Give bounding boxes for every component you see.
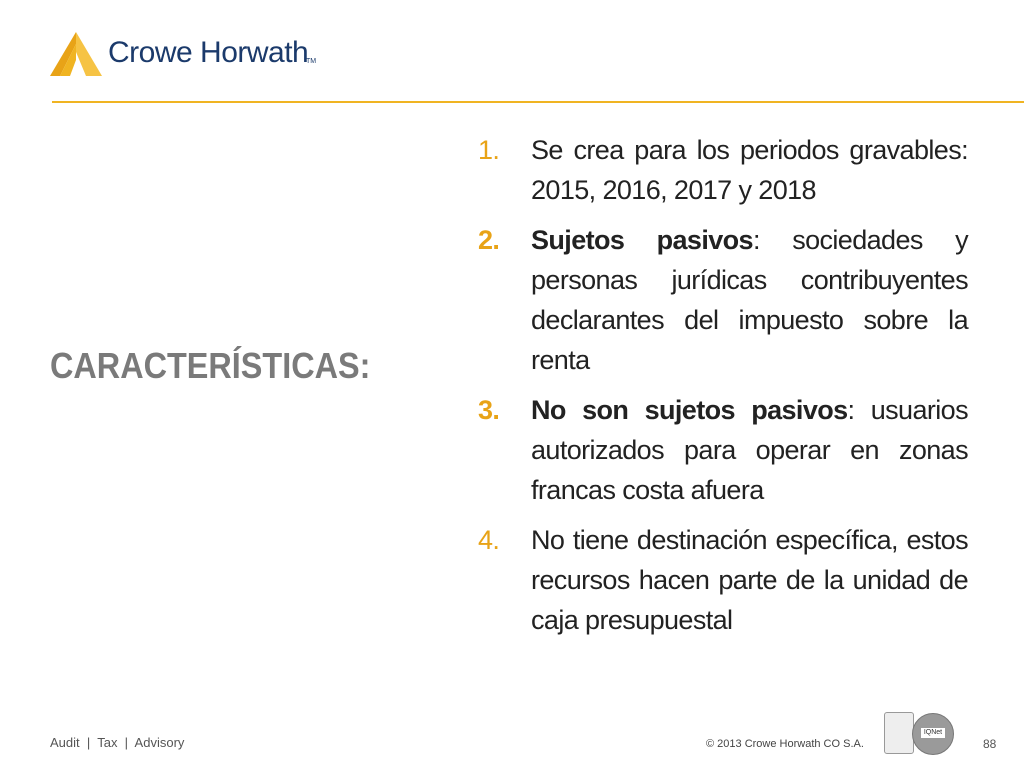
list-item-number: 3. — [478, 395, 500, 425]
list-item-number: 1. — [478, 135, 500, 165]
company-logo — [50, 30, 350, 80]
header-divider — [52, 101, 1024, 103]
characteristics-list — [478, 130, 968, 650]
page-number: 88 — [983, 737, 997, 751]
list-item-bold-term: Sujetos pasivos — [531, 225, 753, 255]
logo-wordmark: Crowe Horwath — [108, 36, 309, 69]
list-item-bold-term: No son sujetos pasivos — [531, 395, 848, 425]
iqnet-label: IQNet — [921, 728, 945, 738]
list-item — [478, 220, 968, 380]
slide-title: CARACTERÍSTICAS: — [50, 345, 371, 386]
list-item — [478, 390, 968, 510]
footer-copyright: © 2013 Crowe Horwath CO S.A. — [706, 738, 864, 750]
certification-badge-icon — [884, 712, 914, 754]
footer-services: Audit | Tax | Advisory — [50, 735, 185, 750]
iqnet-seal-icon — [912, 713, 954, 755]
logo-mark-icon — [50, 32, 102, 78]
list-item-text: No tiene destinación específica, estos recursos hacen parte de la unidad de caja presupuestal — [531, 525, 968, 635]
list-item-text: : usuarios autorizados para operar en zonas francas costa afuera — [531, 395, 968, 505]
list-item-text: : sociedades y personas jurídicas contribuyentes declarantes del impuesto sobre la renta — [531, 225, 968, 375]
list-item — [478, 130, 968, 210]
list-item-number: 2. — [478, 225, 500, 255]
list-item-text: Se crea para los periodos gravables: 2015, 2016, 2017 y 2018 — [531, 135, 968, 205]
list-item-number: 4. — [478, 525, 500, 555]
logo-trademark: TM — [306, 58, 317, 65]
list-item — [478, 520, 968, 640]
